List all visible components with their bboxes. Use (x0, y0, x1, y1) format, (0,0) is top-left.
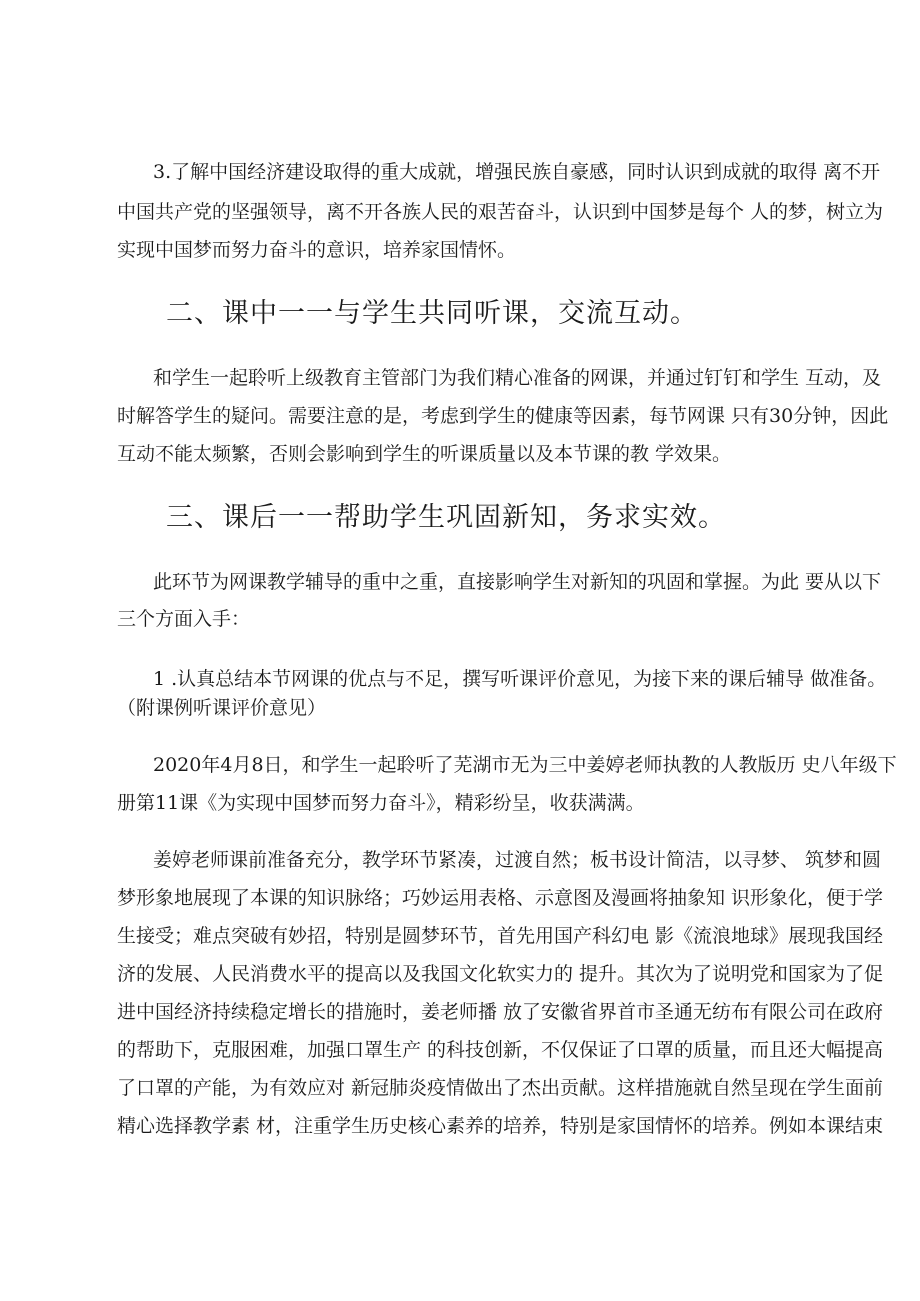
text-line: 2020年4月8日，和学生一起聆听了芜湖市无为三中姜婷老师执教的人教版历 史八年级下 (153, 754, 897, 776)
text-line: 生接受；难点突破有妙招，特别是圆梦环节，首先用国产科幻电 影《流浪地球》展现我国经 (117, 925, 884, 947)
text-line: 册第11课《为实现中国梦而努力奋斗》，精彩纷呈，收获满满。 (117, 792, 645, 814)
text-line: 实现中国梦而努力奋斗的意识，培养家国情怀。 (117, 239, 517, 261)
text-line: 三个方面入手： (117, 608, 251, 630)
text-line: 中国共产党的坚强领导，离不开各族人民的艰苦奋斗，认识到中国梦是每个 人的梦，树立为 (117, 201, 884, 223)
text-line: 精心选择教学素 材，注重学生历史核心素养的培养，特别是家国情怀的培养。例如本课结束 (117, 1115, 884, 1137)
text-line: 时解答学生的疑问。需要注意的是，考虑到学生的健康等因素，每节网课 只有30分钟，因此 (117, 405, 889, 427)
text-line: 1 .认真总结本节网课的优点与不足，撰写听课评价意见，为接下来的课后辅导 做准备。 (153, 668, 887, 690)
text-line: 姜婷老师课前准备充分，教学环节紧凑，过渡自然；板书设计简洁，以寻梦、 筑梦和圆 (153, 849, 882, 871)
text-line: 和学生一起聆听上级教育主管部门为我们精心准备的网课，并通过钉钉和学生 互动，及 (153, 367, 882, 389)
text-line: 了口罩的产能，为有效应对 新冠肺炎疫情做出了杰出贡献。这样措施就自然呈现在学生面前 (117, 1077, 884, 1099)
text-line: 的帮助下，克服困难，加强口罩生产 的科技创新，不仅保证了口罩的质量，而且还大幅提高 (117, 1039, 884, 1061)
text-line: 济的发展、人民消费水平的提高以及我国文化软实力的 提升。其次为了说明党和国家为了促 (117, 963, 884, 985)
section-heading-2: 二、课中一一与学生共同听课，交流互动。 (166, 298, 698, 329)
text-line: 进中国经济持续稳定增长的措施时，姜老师播 放了安徽省界首市圣通无纺布有限公司在政府 (117, 1001, 884, 1023)
text-line: 梦形象地展现了本课的知识脉络；巧妙运用表格、示意图及漫画将抽象知 识形象化，便于学 (117, 887, 884, 909)
text-line: （附课例听课评价意见） (117, 697, 327, 719)
text-line: 3.了解中国经济建设取得的重大成就，增强民族自豪感，同时认识到成就的取得 离不开 (153, 161, 881, 183)
text-line: 此环节为网课教学辅导的重中之重，直接影响学生对新知的巩固和掌握。为此 要从以下 (153, 571, 882, 593)
text-line: 互动不能太频繁，否则会影响到学生的听课质量以及本节课的教 学效果。 (117, 443, 732, 465)
section-heading-3: 三、课后一一帮助学生巩固新知，务求实效。 (166, 502, 726, 533)
